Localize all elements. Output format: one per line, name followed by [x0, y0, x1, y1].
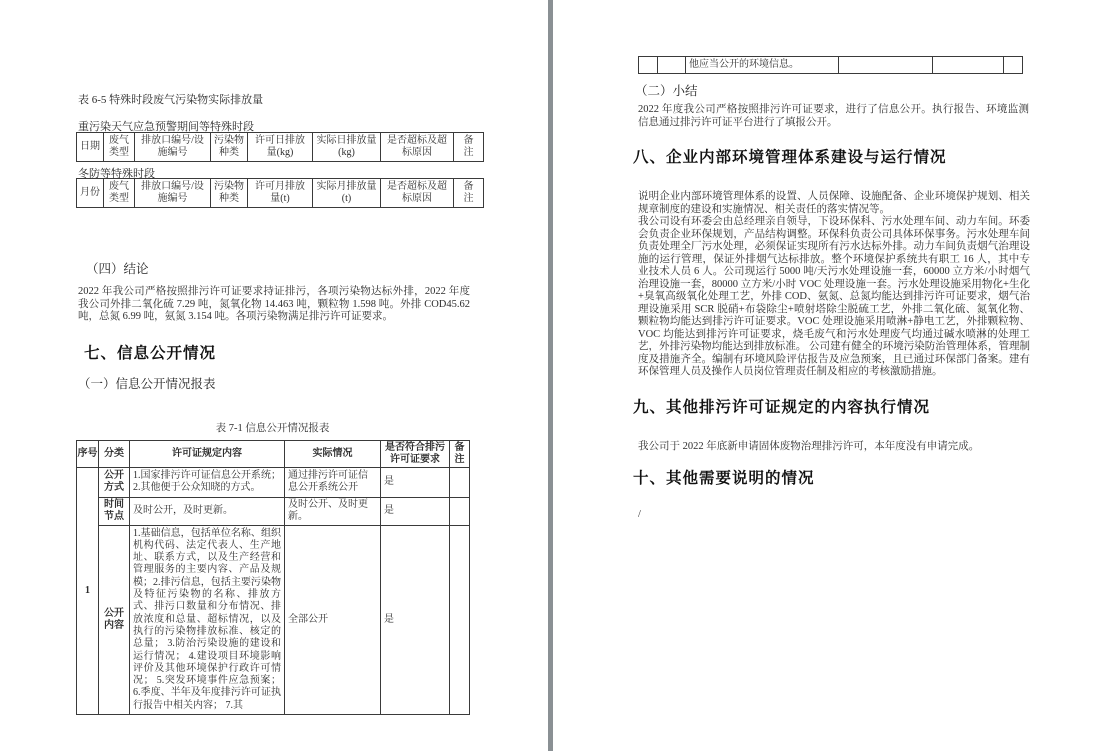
compliance-cell: 是	[381, 468, 450, 498]
summary-paragraph: 2022 年度我公司严格按照排污许可证要求，进行了信息公开。执行报告、环境监测信息通过排污许可证平台进行了填报公开。	[638, 104, 1029, 128]
compliance-cell: 是	[381, 525, 450, 714]
actual-situation-cell: 及时公开、及时更新。	[285, 497, 381, 525]
table-header-cell: 备注	[454, 179, 484, 208]
section-9-heading: 九、其他排污许可证规定的内容执行情况	[633, 399, 931, 416]
table-header-cell: 分类	[99, 441, 130, 468]
page-left	[0, 0, 548, 751]
section-10-heading: 十、其他需要说明的情况	[633, 470, 815, 487]
table-header-cell: 废气类型	[104, 179, 135, 208]
table-header-cell: 许可证规定内容	[130, 441, 285, 468]
table-header-cell: 序号	[77, 441, 99, 468]
slash-placeholder: /	[638, 509, 641, 520]
section-9-paragraph: 我公司于 2022 年底新申请固体废物治理排污许可，本年度没有申请完成。	[638, 441, 980, 452]
table-6-5-title: 表 6-5 特殊时段废气污染物实际排放量	[78, 94, 264, 106]
required-content-cell: 1.国家排污许可证信息公开系统；2.其他便于公众知晓的方式。	[130, 468, 285, 498]
note-cell	[1004, 57, 1023, 74]
special-period-daily-table	[76, 132, 484, 162]
table-row	[77, 468, 470, 498]
info-disclosure-table	[76, 440, 470, 715]
page-right	[553, 0, 1100, 751]
section-8-heading: 八、企业内部环境管理体系建设与运行情况	[633, 149, 947, 166]
actual-situation-cell	[839, 57, 933, 74]
table-header-cell: 日期	[77, 133, 104, 162]
note-cell	[450, 497, 470, 525]
table-header-cell: 实际情况	[285, 441, 381, 468]
table-row	[639, 57, 1023, 74]
table-7-1-caption: 表 7-1 信息公开情况报表	[215, 423, 330, 434]
table-header-cell: 排放口编号/设施编号	[135, 133, 211, 162]
table-header-cell: 是否超标及超标原因	[381, 133, 454, 162]
table-header-cell: 污染物种类	[211, 179, 248, 208]
winter-period-label: 冬防等特殊时段	[78, 168, 155, 180]
table-header-cell: 许可月排放量(t)	[248, 179, 313, 208]
section-7-heading: 七、信息公开情况	[84, 345, 217, 362]
table-header-cell: 备注	[454, 133, 484, 162]
table-header-row	[77, 133, 484, 162]
serial-cell: 1	[77, 468, 99, 715]
table-header-cell: 废气类型	[104, 133, 135, 162]
conclusion-paragraph: 2022 年我公司严格按照排污许可证要求持证排污，各项污染物达标外排，2022 年度我公司外排二氧化硫 7.29 吨，氮氧化物 14.463 吨，颗粒物 1.598 吨。外排 COD45.62 吨，总氮 6.99 吨，氨氮 3.154 吨。各项污染物满足排污许可证要求。	[78, 286, 470, 322]
table-header-row	[77, 179, 484, 208]
table-header-cell: 是否超标及超标原因	[381, 179, 454, 208]
table-row	[77, 525, 470, 714]
compliance-cell: 是	[381, 497, 450, 525]
required-content-cell: 1.基础信息，包括单位名称、组织机构代码、法定代表人、生产地址、联系方式，以及生产经营和管理服务的主要内容、产品及规模；2.排污信息，包括主要污染物及特征污染物的名称、排放方式、排污口数量和分布情况、排放浓度和总量、超标情况，以及执行的污染物排放标准、核定的总量； 3.防治污染设施的建设和运行情况； 4.建设项目环境影响评价及其他环境保护行政许可情况； 5.突发环境事件应急预案； 6.季度、半年及年度排污许可证执行报告中相关内容； 7.其	[130, 525, 285, 714]
info-disclosure-table-continuation	[638, 56, 1023, 74]
conclusion-heading: （四）结论	[86, 262, 149, 276]
summary-subheading: （二）小结	[635, 84, 698, 98]
note-cell	[450, 468, 470, 498]
compliance-cell	[933, 57, 1004, 74]
section-7-1-subheading: （一）信息公开情况报表	[78, 377, 216, 391]
category-cell: 公开内容	[99, 525, 130, 714]
category-cell	[658, 57, 686, 74]
table-header-cell: 备注	[450, 441, 470, 468]
category-cell: 时间节点	[99, 497, 130, 525]
section-8-paragraph-1: 说明企业内部环境管理体系的设置、人员保障、设施配备、企业环境保护规划、相关规章制度的建设和实施情况、相关责任的落实情况等。	[638, 191, 1030, 215]
category-cell: 公开方式	[99, 468, 130, 498]
table-row	[77, 497, 470, 525]
heavy-pollution-period-label: 重污染天气应急预警期间等特殊时段	[78, 121, 254, 133]
table-header-cell: 实际日排放量(kg)	[313, 133, 381, 162]
special-period-monthly-table	[76, 178, 484, 208]
actual-situation-cell: 通过排污许可证信息公开系统公开	[285, 468, 381, 498]
section-8-body	[638, 191, 1030, 379]
table-header-cell: 许可日排放量(kg)	[248, 133, 313, 162]
table-header-cell: 排放口编号/设施编号	[135, 179, 211, 208]
required-content-cell: 他应当公开的环境信息。	[686, 57, 839, 74]
table-header-row	[77, 441, 470, 468]
actual-situation-cell: 全部公开	[285, 525, 381, 714]
table-header-cell: 月份	[77, 179, 104, 208]
required-content-cell: 及时公开，及时更新。	[130, 497, 285, 525]
table-header-cell: 污染物种类	[211, 133, 248, 162]
table-header-cell: 是否符合排污许可证要求	[381, 441, 450, 468]
table-header-cell: 实际月排放量(t)	[313, 179, 381, 208]
section-8-paragraph-2: 我公司设有环委会由总经理亲自领导，下设环保科、污水处理车间、动力车间。环委会负责企业环保规划，产品结构调整。环保科负责公司具体环保事务。污水处理车间负责处理全厂污水处理，必须保证实现所有污水达标外排。动力车间负责烟气治理设施的运行管理，保证外排烟气达标排放。整个环境保护系统共有职工 16 人，其中专业技术人员 6 人。公司现运行 5000 吨/天污水处理设施一套，60000 立方米/小时烟气治理设施一套，80000 立方米/小时 VOC 处理设施一套。污水处理设施采用物化+生化+臭氧高级氧化处理工艺，外排 COD、氨氮、总氮均能达到排污许可证要求，烟气治理设施采用 SCR 脱硝+布袋除尘+喷射塔除尘脱硫工艺，外排二氧化硫、氮氧化物、颗粒物均能达到排污许可证要求。VOC 处理设施采用喷淋+静电工艺，外排颗粒物、VOC 均能达到排污许可证要求，烧毛废气和污水处理废气均通过碱水喷淋的处理工艺，外排污染物均能达到排放标准。 公司建有健全的环境污染防治管理体系，管理制度及措施齐全。编制有环境风险评估报告及应急预案，且已通过环保部门备案。建有环保管理人员及操作人员岗位管理责任制及相应的考核激励措施。	[638, 216, 1030, 377]
note-cell	[450, 525, 470, 714]
serial-cell	[639, 57, 658, 74]
